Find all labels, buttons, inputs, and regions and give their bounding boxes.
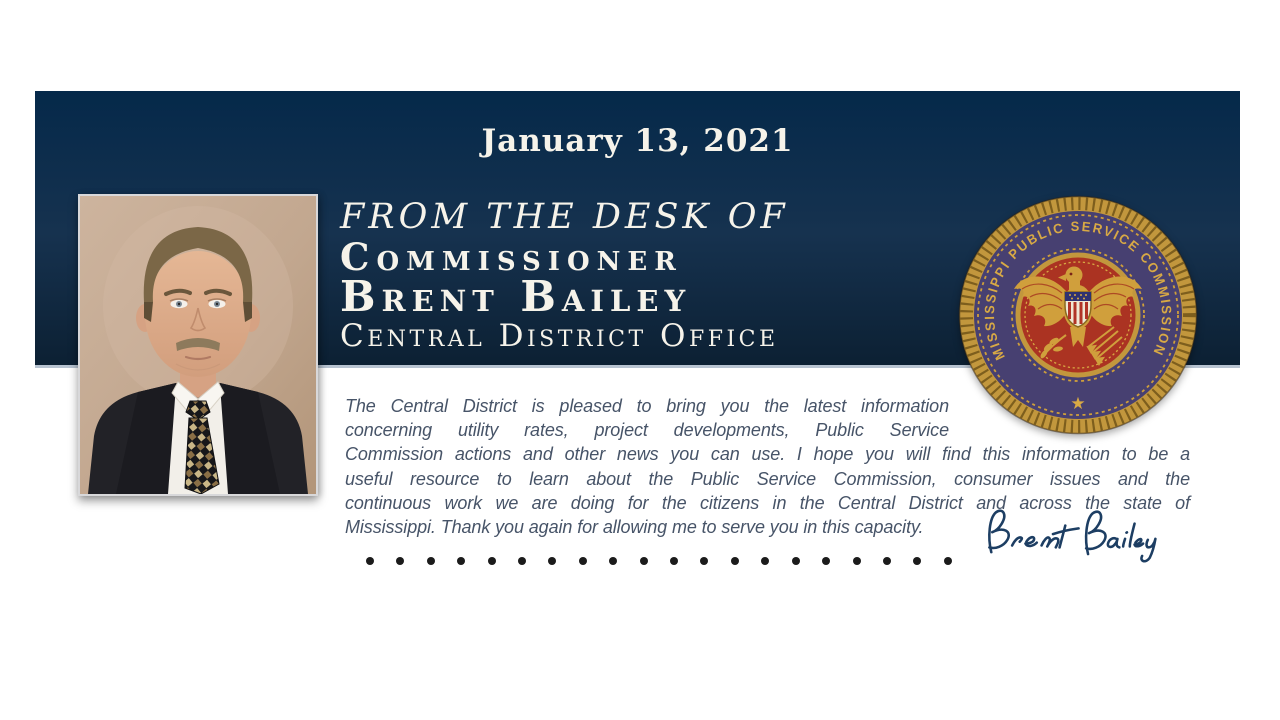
body-line: concerning utility rates, project developments, Public Service	[345, 420, 949, 441]
divider-dot	[822, 557, 830, 565]
dotted-divider	[366, 556, 952, 566]
divider-dot	[427, 557, 435, 565]
divider-dot	[913, 557, 921, 565]
divider-dot	[488, 557, 496, 565]
divider-dot	[700, 557, 708, 565]
divider-dot	[366, 557, 374, 565]
divider-dot	[548, 557, 556, 565]
masthead-title: Commissioner	[340, 235, 683, 279]
date-heading: January 13, 2021	[481, 123, 794, 159]
divider-dot	[944, 557, 952, 565]
divider-dot	[853, 557, 861, 565]
body-line: continuous work we are doing for the citizens in the Central District and across the state of	[345, 492, 1190, 513]
divider-dot	[609, 557, 617, 565]
portrait-illustration	[80, 196, 316, 494]
masthead-name: Brent Bailey	[340, 272, 692, 321]
divider-dot	[731, 557, 739, 565]
body-line: Mississippi. Thank you again for allowing me to serve you in this capacity.	[345, 517, 924, 538]
divider-dot	[457, 557, 465, 565]
divider-dot	[518, 557, 526, 565]
masthead-intro: FROM THE DESK OF	[340, 197, 789, 237]
divider-dot	[792, 557, 800, 565]
agency-seal-graphic	[958, 195, 1198, 435]
divider-dot	[883, 557, 891, 565]
seal-star-icon: ★	[1070, 394, 1086, 414]
masthead-office: Central District Office	[340, 318, 779, 354]
body-line: Commission actions and other news you can use. I hope you will find this information to be a	[345, 444, 1190, 465]
divider-dot	[396, 557, 404, 565]
masthead	[340, 196, 789, 354]
divider-dot	[761, 557, 769, 565]
portrait-photo	[78, 194, 318, 496]
agency-seal	[958, 195, 1198, 435]
divider-dot	[579, 557, 587, 565]
signature-script	[978, 506, 1163, 566]
body-line: useful resource to learn about the Public Service Commission, consumer issues and the	[345, 468, 1190, 489]
seal-ring-textpath: MISSISSIPPI PUBLIC SERVICE COMMISSION	[981, 218, 1175, 363]
divider-dot	[670, 557, 678, 565]
divider-dot	[640, 557, 648, 565]
body-line: The Central District is pleased to bring you the latest information	[345, 396, 949, 416]
